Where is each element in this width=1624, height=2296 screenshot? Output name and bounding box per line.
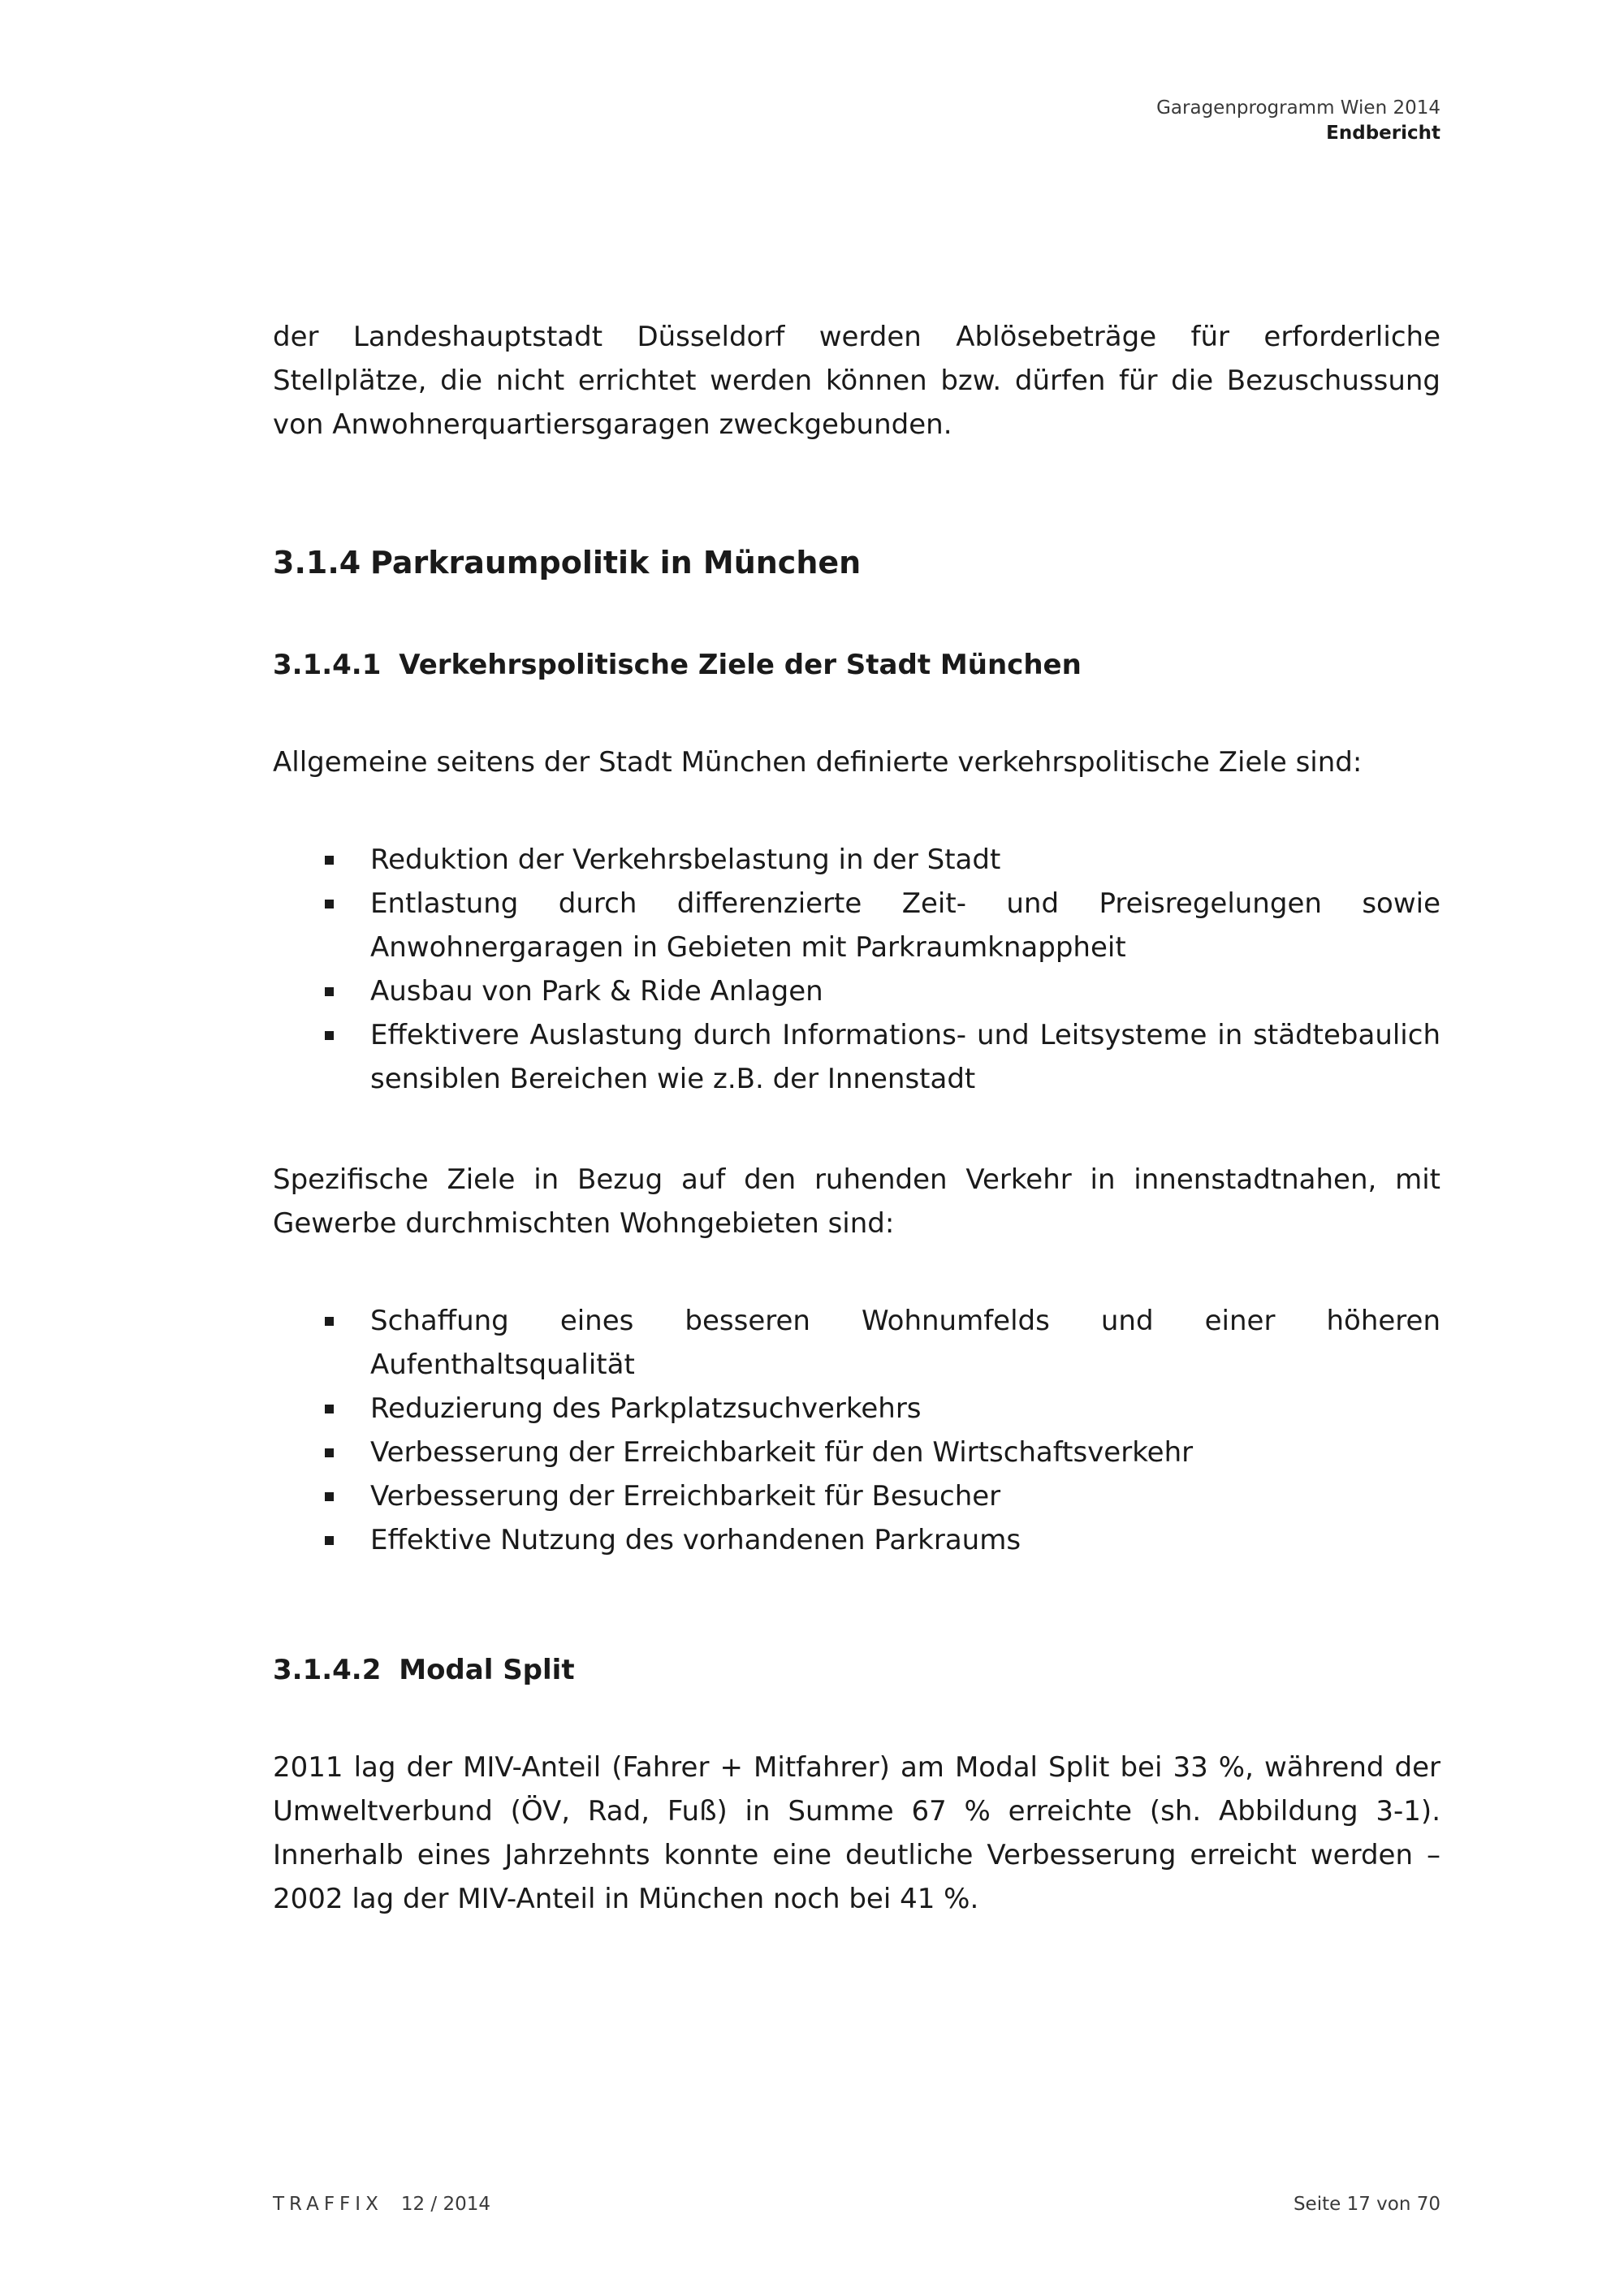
footer-date: 12 / 2014 [400,2194,491,2215]
list-item-text: Effektive Nutzung des vorhandenen Parkraums [370,1524,1021,1556]
general-goals-list [273,838,1440,1101]
specific-goals-list [273,1299,1440,1562]
list-item [273,1013,1440,1101]
square-bullet-icon [325,1448,334,1457]
footer-brand: TRAFFIX [273,2194,383,2215]
list-item [273,1387,1440,1431]
intro-paragraph: der Landeshauptstadt Düsseldorf werden Ablösebeträge für erforderliche Stellplätze, die nicht errichtet werden können bzw. dürfen für die Bezuschussung von Anwohnerquartiersgaragen zweckgebunden. [273,321,1440,441]
page-number: Seite 17 von 70 [1293,2194,1440,2215]
list-item-text: Ausbau von Park & Ride Anlagen [370,975,823,1008]
list-item-text: Reduzierung des Parkplatzsuchverkehrs [370,1392,922,1425]
section-title: Parkraumpolitik in München [370,545,862,580]
general-goals-lead: Allgemeine seitens der Stadt München definierte verkehrspolitische Ziele sind: [273,746,1363,779]
list-item [273,1518,1440,1562]
header-subtitle: Endbericht [1326,123,1440,144]
square-bullet-icon [325,1405,334,1413]
list-item [273,969,1440,1013]
section-number: 3.1.4.1 [273,649,382,681]
square-bullet-icon [325,1492,334,1501]
list-item [273,1431,1440,1474]
document-body [273,315,1440,1921]
specific-goals-lead: Spezifische Ziele in Bezug auf den ruhenden Verkehr in innenstadtnahen, mit Gewerbe durchmischten Wohngebieten sind: [273,1163,1440,1240]
page-header [1156,96,1440,146]
list-item-text: Entlastung durch differenzierte Zeit- und Preisregelungen sowie Anwohnergaragen in Gebieten mit Parkraumknappheit [370,887,1440,964]
footer-left [273,2192,490,2216]
section-title: Verkehrspolitische Ziele der Stadt München [399,649,1082,681]
list-item [273,1474,1440,1518]
section-number: 3.1.4.2 [273,1654,382,1686]
square-bullet-icon [325,987,334,996]
square-bullet-icon [325,900,334,908]
section-heading-3-1-4-1 [273,646,1440,684]
section-heading-3-1-4-2 [273,1651,1440,1689]
list-item-text: Reduktion der Verkehrsbelastung in der Stadt [370,844,1001,876]
list-item-text: Verbesserung der Erreichbarkeit für Besucher [370,1480,1001,1513]
list-item [273,1299,1440,1387]
square-bullet-icon [325,856,334,865]
square-bullet-icon [325,1536,334,1545]
header-title: Garagenprogramm Wien 2014 [1156,97,1440,119]
square-bullet-icon [325,1031,334,1040]
list-item-text: Schaffung eines besseren Wohnumfelds und einer höheren Aufenthaltsqualität [370,1305,1440,1381]
list-item [273,882,1440,969]
list-item [273,838,1440,882]
list-item-text: Effektivere Auslastung durch Informations- und Leitsysteme in städtebaulich sensiblen Bereichen wie z.B. der Innenstadt [370,1019,1440,1095]
section-title: Modal Split [399,1654,575,1686]
section-number: 3.1.4 [273,545,361,580]
section-heading-3-1-4 [273,542,1440,583]
square-bullet-icon [325,1317,334,1326]
modal-split-paragraph: 2011 lag der MIV-Anteil (Fahrer + Mitfahrer) am Modal Split bei 33 %, während der Umweltverbund (ÖV, Rad, Fuß) in Summe 67 % erreichte (sh. Abbildung 3-1). Innerhalb eines Jahrzehnts konnte eine deutliche Verbesserung erreicht werden – 2002 lag der MIV-Anteil in München noch bei 41 %. [273,1751,1440,1915]
list-item-text: Verbesserung der Erreichbarkeit für den Wirtschaftsverkehr [370,1436,1194,1469]
